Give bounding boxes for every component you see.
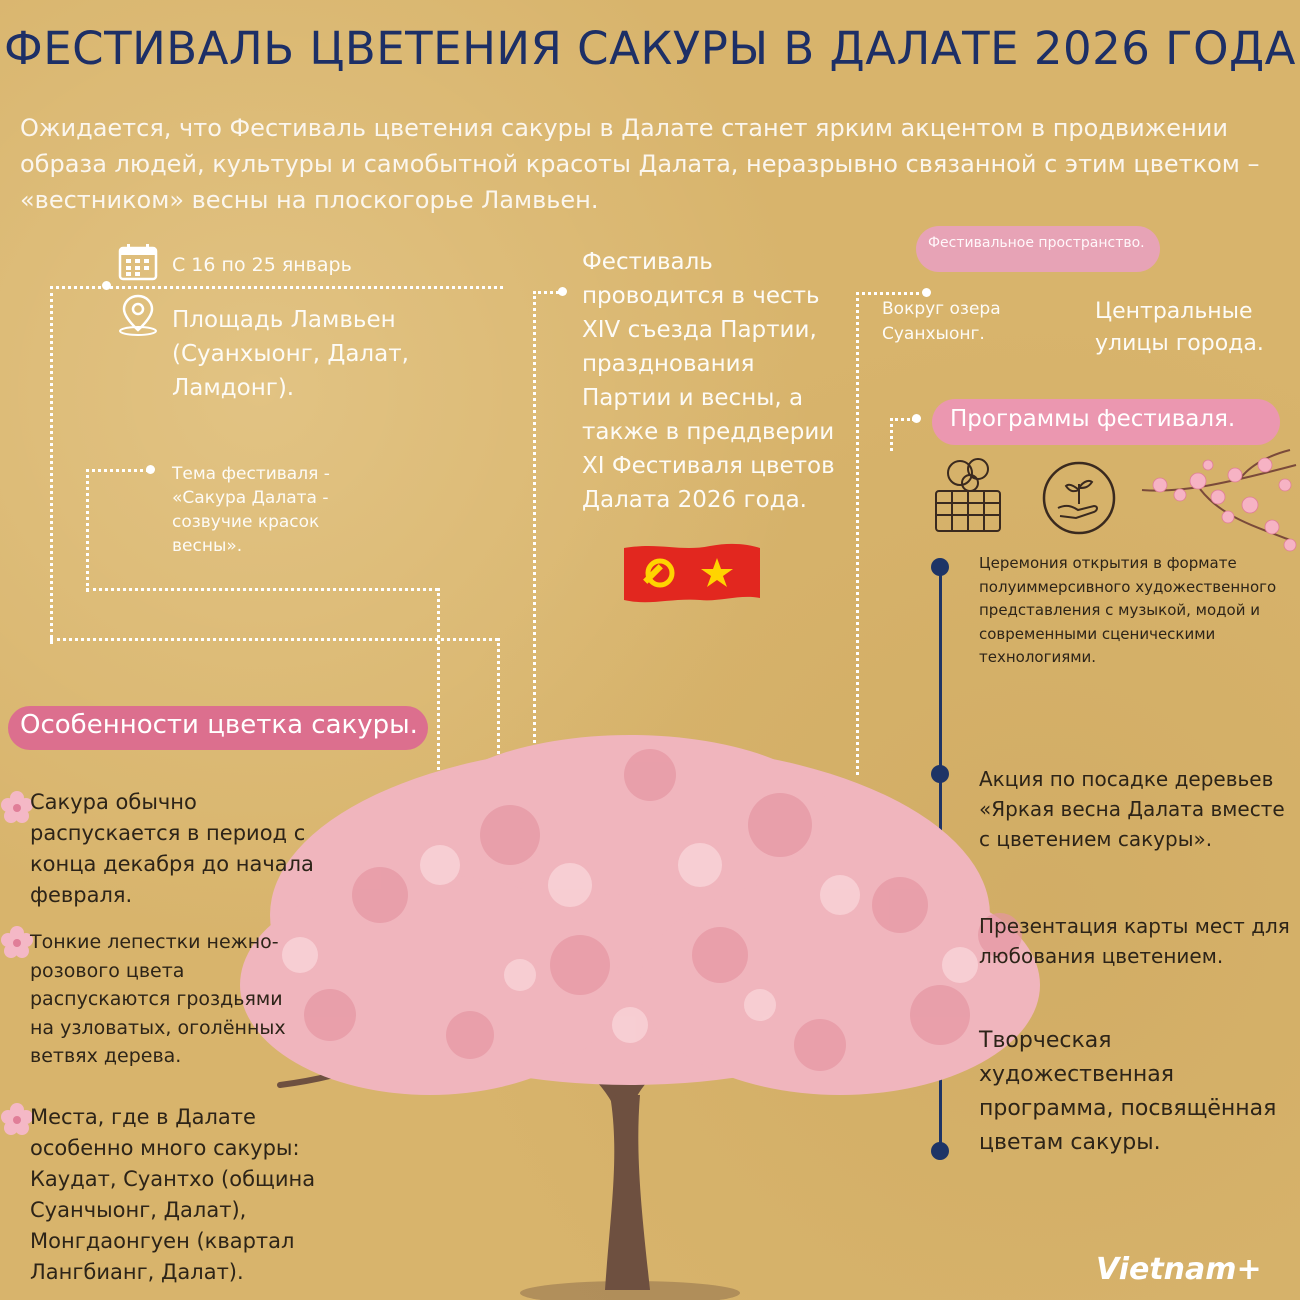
features-label: Особенности цветка сакуры.	[20, 710, 418, 740]
connector-dot	[912, 414, 921, 423]
connector-line	[856, 292, 919, 775]
timeline-dot	[931, 558, 949, 576]
program-item-3: Презентация карты мест для любования цветением.	[979, 914, 1290, 968]
plant-hand-icon	[1040, 460, 1118, 536]
flag-icon	[620, 540, 764, 608]
connector-line	[890, 418, 915, 451]
sakura-flower-icon	[0, 790, 34, 824]
sakura-branch-icon	[1140, 445, 1298, 560]
page-title: ФЕСТИВАЛЬ ЦВЕТЕНИЯ САКУРЫ В ДАЛАТЕ 2026 ГОДА	[4, 22, 1296, 75]
feature-item-2: Тонкие лепестки нежно-розового цвета распускаются гроздьями на узловатых, оголённых ветвях дерева.	[30, 931, 286, 1067]
feature-item-1: Сакура обычно распускается в период с конца декабря до начала февраля.	[30, 790, 314, 907]
festival-location: Площадь Ламвьен (Суанхыонг, Далат, Ламдонг).	[172, 307, 409, 401]
connector-dot	[922, 288, 931, 297]
festival-occasion: Фестиваль проводится в честь XIV съезда Партии, празднования Партии и весны, а также в преддверии XI Фестиваля цветов Далата 2026 года.	[582, 249, 835, 513]
connector-line	[86, 469, 149, 592]
intro-text: Ожидается, что Фестиваль цветения сакуры в Далате станет ярким акцентом в продвижении образа людей, культуры и самобытной красоты Далата, неразрывно связанной с этим цветком – «вестником» весны на плоскогорье Ламвьен.	[20, 114, 1260, 214]
connector-dot	[558, 287, 567, 296]
location-pin-icon	[116, 294, 160, 336]
programs-label: Программы фестиваля.	[950, 406, 1236, 432]
feature-item-3: Места, где в Далате особенно много сакуры: Каудат, Суантхо (община Суанчыонг, Далат), Монгдаонгуен (квартал Лангбианг, Далат).	[30, 1105, 316, 1284]
festival-theme: Тема фестиваля - «Сакура Далата - созвучие красок весны».	[172, 464, 330, 556]
connector-dot	[102, 281, 111, 290]
sakura-flower-icon	[0, 925, 34, 959]
connector-line	[86, 588, 438, 591]
program-item-2: Акция по посадке деревьев «Яркая весна Далата вместе с цветением сакуры».	[979, 767, 1285, 851]
program-item-1: Церемония открытия в формате полуиммерсивного художественного представления с музыкой, модой и современными сценическими технологиями.	[979, 554, 1277, 666]
space-item-streets: Центральные улицы города.	[1095, 299, 1264, 356]
festival-space-label: Фестивальное пространство.	[928, 235, 1145, 251]
brand-logo: Vietnam+	[1096, 1252, 1262, 1287]
connector-line	[50, 638, 498, 641]
sakura-flower-icon	[0, 1102, 34, 1136]
program-item-4: Творческая художественная программа, посвящённая цветам сакуры.	[979, 1028, 1277, 1155]
connector-line	[533, 291, 564, 754]
calendar-icon	[118, 243, 158, 281]
connector-dot	[146, 465, 155, 474]
festival-dates: С 16 по 25 январь	[172, 254, 352, 276]
gift-basket-icon	[930, 455, 1006, 535]
space-item-lake: Вокруг озера Суанхыонг.	[882, 299, 1001, 344]
